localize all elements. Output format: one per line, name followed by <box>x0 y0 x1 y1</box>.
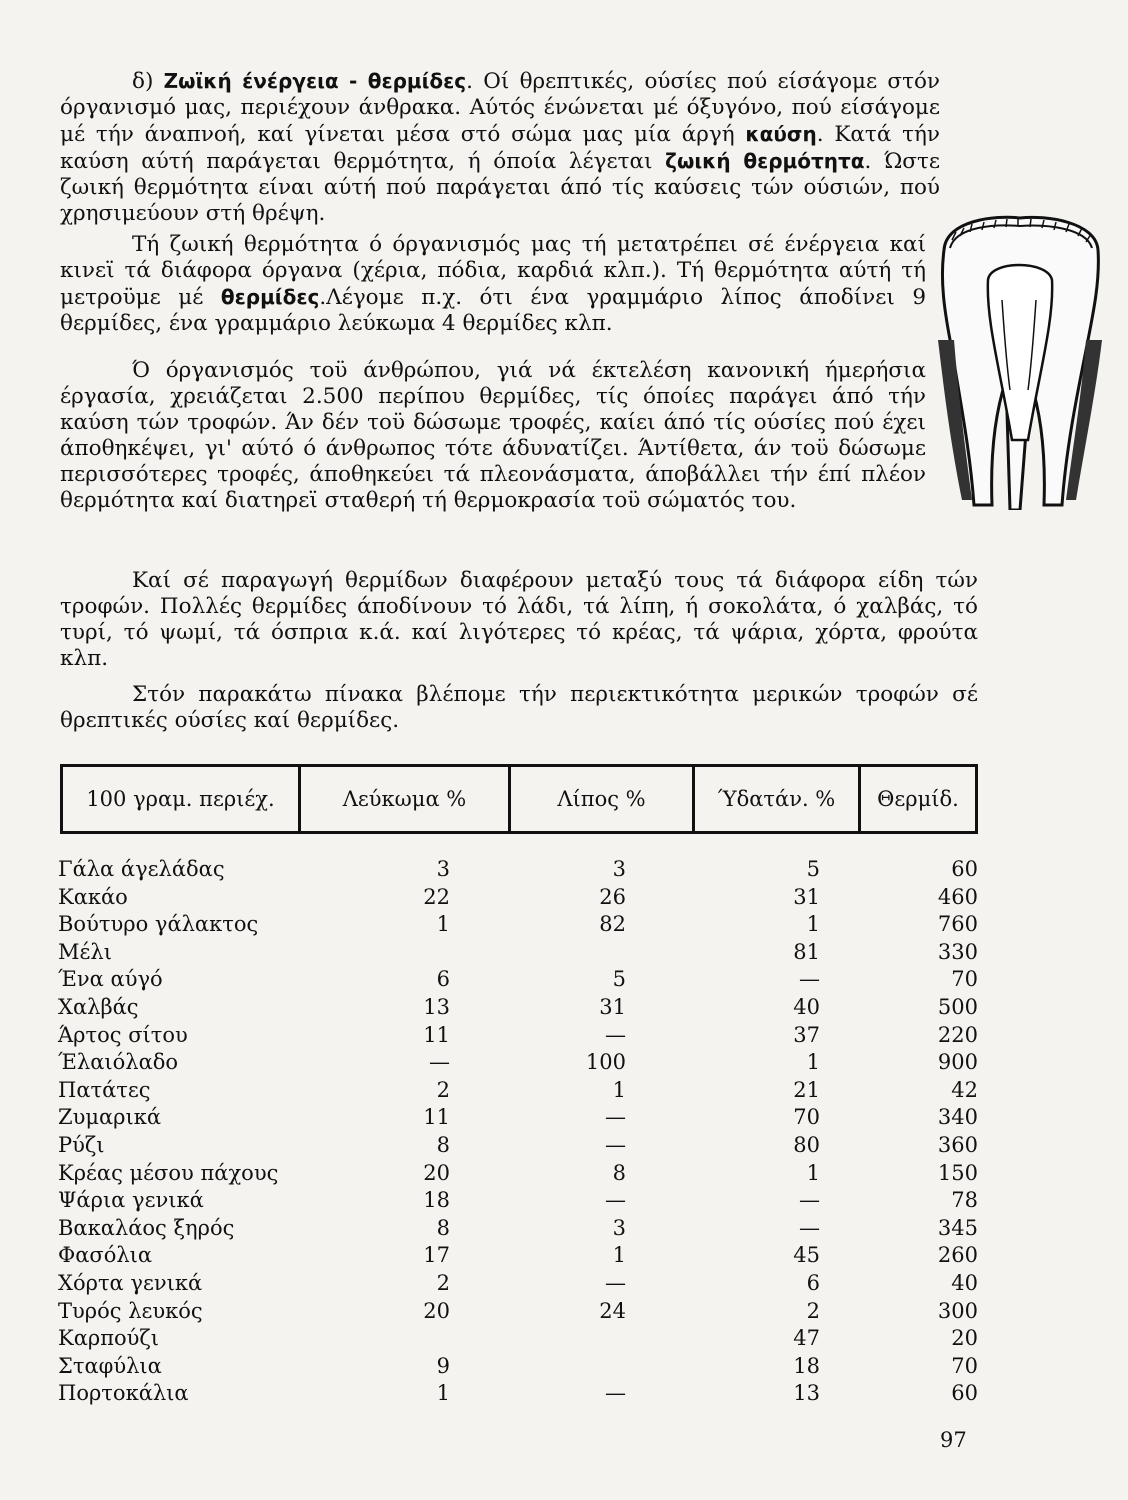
protein-value: 8 <box>436 1132 450 1157</box>
header-cell-food: 100 γραμ. περιέχ. <box>63 767 301 831</box>
fat-value <box>468 1325 638 1353</box>
fat-value: — <box>605 1132 626 1157</box>
calories-value: 70 <box>951 967 978 992</box>
protein-value: 1 <box>436 912 450 937</box>
calories-value: 460 <box>937 884 978 909</box>
food-name: Κακάο <box>58 884 128 909</box>
table-row <box>58 1022 978 1050</box>
protein-value: 20 <box>423 1298 450 1323</box>
food-name: Κρέας μέσου πάχους <box>58 1160 279 1185</box>
calories-value: 42 <box>951 1077 978 1102</box>
tooth-illustration <box>936 210 1104 510</box>
food-name: Χαλβάς <box>58 994 139 1019</box>
carbs-value: 6 <box>806 1270 820 1295</box>
table-row <box>58 1132 978 1160</box>
calories-value: 20 <box>951 1326 978 1351</box>
calories-value: 60 <box>951 1381 978 1406</box>
bold-term: καύση <box>745 122 817 146</box>
table-row <box>58 856 978 884</box>
protein-value: 2 <box>436 1270 450 1295</box>
calories-value: 900 <box>937 1050 978 1075</box>
protein-value: 9 <box>436 1353 450 1378</box>
fat-value: — <box>605 1105 626 1130</box>
fat-value: 100 <box>585 1050 626 1075</box>
bold-term: ζωική θερμότητα <box>665 149 865 173</box>
food-name: Καρπούζι <box>58 1326 160 1351</box>
paragraph-foods: Καί σέ παραγωγή θερμίδων διαφέρουν μεταξύ τους τά διάφορα είδη τών τροφών. Πολλές θερμίδες άποδίνουν τό λάδι, τά λίπη, ή σοκολάτα, ό χαλβάς, τό τυρί, τό ψωμί, τά όσπρια κ.ά. καί λιγότερες τό κρέας, τά ψάρια, χόρτα, φρούτα κλπ. <box>60 568 978 671</box>
food-name: Ψάρια γενικά <box>58 1188 204 1213</box>
fat-value: — <box>605 1270 626 1295</box>
carbs-value: — <box>799 967 820 992</box>
food-name: Χόρτα γενικά <box>58 1270 203 1295</box>
table-row <box>58 1242 978 1270</box>
fat-value: 3 <box>612 857 626 881</box>
body-text-4 <box>60 568 978 672</box>
fat-value: 1 <box>612 1243 626 1268</box>
food-name: Τυρός λευκός <box>58 1298 203 1323</box>
table-row <box>58 911 978 939</box>
table-row <box>58 1325 978 1353</box>
protein-value: 18 <box>423 1188 450 1213</box>
food-name: Πατάτες <box>58 1077 151 1102</box>
carbs-value: 2 <box>806 1298 820 1323</box>
calories-value: 760 <box>937 912 978 937</box>
calories-value: 345 <box>937 1215 978 1240</box>
fat-value: 8 <box>612 1160 626 1185</box>
table-row <box>58 939 978 967</box>
paragraph-daily-need: Ό όργανισμός τοϋ άνθρώπου, γιά νά έκτελέση κανονική ήμερήσια έργασία, χρειάζεται 2.500 περίπου θερμίδες, τίς όποίες παράγει άπό τήν καύση τών τροφών. Άν δέν τοϋ δώσωμε τροφές, καίει άπό τίς ούσίες πού έχει άποθηκέψει, γι' αύτό ό άνθρωπος τότε άδυνατίζει. Άντίθετα, άν τοϋ δώσωμε περισσότερες τροφές, άποθηκεύει τά πλεονάσματα, άποβάλλει τήν έπί πλέον θερμότητα καί διατηρεϊ σταθερή τή θερμοκρασία τοϋ σώματός του. <box>60 358 926 513</box>
fat-value: 82 <box>599 912 626 937</box>
calories-value: 330 <box>937 939 978 964</box>
carbs-value: 45 <box>793 1243 820 1268</box>
protein-value: 6 <box>436 967 450 992</box>
table-row <box>58 1104 978 1132</box>
food-name: Έλαιόλαδο <box>58 1050 179 1075</box>
header-cell-calories: Θερμίδ. <box>877 787 959 811</box>
calories-value: 60 <box>951 857 978 881</box>
fat-value: 3 <box>612 1215 626 1240</box>
table-row <box>58 884 978 912</box>
carbs-value: 70 <box>793 1105 820 1130</box>
food-name: Άρτος σίτου <box>58 1022 188 1047</box>
carbs-value: 13 <box>793 1381 820 1406</box>
carbs-value: 31 <box>793 884 820 909</box>
paragraph-text: Τή ζωική θερμότητα ό όργανισμός μας τή μετατρέπει σέ ένέργεια καί κινεϊ τά διάφορα όργανα (χέρια, πόδια, καρδιά κλπ.). Τή θερμότητα αύτή τή μετροϋμε μέ <box>60 232 926 310</box>
food-name: Ένα αύγό <box>58 967 163 992</box>
table-row <box>58 1380 978 1408</box>
protein-value: 17 <box>423 1243 450 1268</box>
calories-value: 220 <box>937 1022 978 1047</box>
page-number: 97 <box>940 1428 967 1452</box>
header-cell-carbs: Ύδατάν. % <box>695 767 861 831</box>
protein-value: 11 <box>423 1022 450 1047</box>
carbs-value: 5 <box>806 857 820 881</box>
carbs-value: 1 <box>806 912 820 937</box>
fat-value: — <box>605 1188 626 1213</box>
body-text-2 <box>60 232 926 337</box>
paragraph-text: . Ώστε ζωική θερμότητα είναι αύτή πού παράγεται άπό τίς καύσεις τών ούσιών, πού χρησιμεύουν στή θρέψη. <box>60 149 940 226</box>
food-name: Βούτυρο γάλακτος <box>58 912 259 937</box>
food-name: Πορτοκάλια <box>58 1381 189 1406</box>
food-name: Ρύζι <box>58 1132 105 1157</box>
carbs-value: 47 <box>793 1326 820 1351</box>
calories-value: 40 <box>951 1270 978 1295</box>
fat-value: 26 <box>599 884 626 909</box>
calories-value: 70 <box>951 1353 978 1378</box>
calories-value: 300 <box>937 1298 978 1323</box>
table-body <box>58 856 978 1408</box>
fat-value <box>468 1353 638 1381</box>
protein-value <box>328 939 468 967</box>
carbs-value: 1 <box>806 1160 820 1185</box>
food-name: Ζυμαρικά <box>58 1105 162 1130</box>
table-row <box>58 1187 978 1215</box>
carbs-value: 37 <box>793 1022 820 1047</box>
fat-value: 5 <box>612 967 626 992</box>
protein-value: 1 <box>436 1381 450 1406</box>
protein-value: 11 <box>423 1105 450 1130</box>
paragraph-text: .Λέγομε π.χ. ότι ένα γραμμάριο λίπος άποδίνει 9 θερμίδες, ένα γραμμάριο λεύκωμα 4 θερμίδες κλπ. <box>60 285 926 336</box>
bold-term: θερμίδες <box>220 285 320 309</box>
food-name: Φασόλια <box>58 1243 153 1268</box>
fat-value: 24 <box>599 1298 626 1323</box>
carbs-value: 80 <box>793 1132 820 1157</box>
table-row <box>58 1353 978 1381</box>
protein-value: 2 <box>436 1077 450 1102</box>
carbs-value: 21 <box>793 1077 820 1102</box>
body-text-5 <box>60 682 978 734</box>
carbs-value: — <box>799 1188 820 1213</box>
table-row <box>58 1049 978 1077</box>
header-cell-fat: Λίπος % <box>511 767 695 831</box>
paragraph-lead: δ) <box>132 69 164 94</box>
food-name: Σταφύλια <box>58 1353 162 1378</box>
calories-value: 500 <box>937 994 978 1019</box>
calories-value: 260 <box>937 1243 978 1268</box>
fat-value: 31 <box>599 994 626 1019</box>
paragraph-calories <box>60 232 926 337</box>
paragraph-table-intro: Στόν παρακάτω πίνακα βλέπομε τήν περιεκτικότητα μερικών τροφών σέ θρεπτικές ούσίες καί θερμίδες. <box>60 682 978 733</box>
table-row <box>58 966 978 994</box>
section-heading: Ζωϊκή ένέργεια - θερμίδες <box>163 69 467 93</box>
protein-value: 3 <box>436 857 450 881</box>
paragraph-text: . Οί θρεπτικές, ούσίες πού είσάγομε στόν όργανισμό μας, περιέχουν άνθρακα. Αύτός ένώνεται μέ όξυγόνο, πού είσάγομε μέ τήν άναπνοή, καί γίνεται μέσα στό σώμα μας μία άργή <box>60 69 940 147</box>
fat-value <box>468 939 638 967</box>
paragraph-text: . Κατά τήν καύση αύτή παράγεται θερμότητα, ή όποία λέγεται <box>60 122 940 174</box>
carbs-value: — <box>799 1215 820 1240</box>
body-text <box>60 68 940 227</box>
header-cell-protein: Λεύκωμα % <box>301 767 511 831</box>
protein-value: — <box>429 1050 450 1075</box>
protein-value <box>328 1325 468 1353</box>
body-text-3 <box>60 358 926 514</box>
table-row <box>58 1077 978 1105</box>
table-row <box>58 1160 978 1188</box>
carbs-value: 18 <box>793 1353 820 1378</box>
carbs-value: 40 <box>793 994 820 1019</box>
calories-value: 150 <box>937 1160 978 1185</box>
protein-value: 20 <box>423 1160 450 1185</box>
food-name: Μέλι <box>58 939 112 964</box>
food-name: Βακαλάος ξηρός <box>58 1215 235 1240</box>
fat-value: — <box>605 1381 626 1406</box>
paragraph-energy <box>60 68 940 227</box>
calories-value: 360 <box>937 1132 978 1157</box>
fat-value: — <box>605 1022 626 1047</box>
table-row <box>58 1215 978 1243</box>
calories-value: 78 <box>951 1188 978 1213</box>
carbs-value: 81 <box>793 939 820 964</box>
protein-value: 22 <box>423 884 450 909</box>
protein-value: 13 <box>423 994 450 1019</box>
food-name: Γάλα άγελάδας <box>58 857 225 881</box>
carbs-value: 1 <box>806 1050 820 1075</box>
fat-value: 1 <box>612 1077 626 1102</box>
table-row <box>58 1298 978 1326</box>
protein-value: 8 <box>436 1215 450 1240</box>
table-header <box>60 764 978 834</box>
calories-value: 340 <box>937 1105 978 1130</box>
table-row <box>58 1270 978 1298</box>
table-row <box>58 994 978 1022</box>
